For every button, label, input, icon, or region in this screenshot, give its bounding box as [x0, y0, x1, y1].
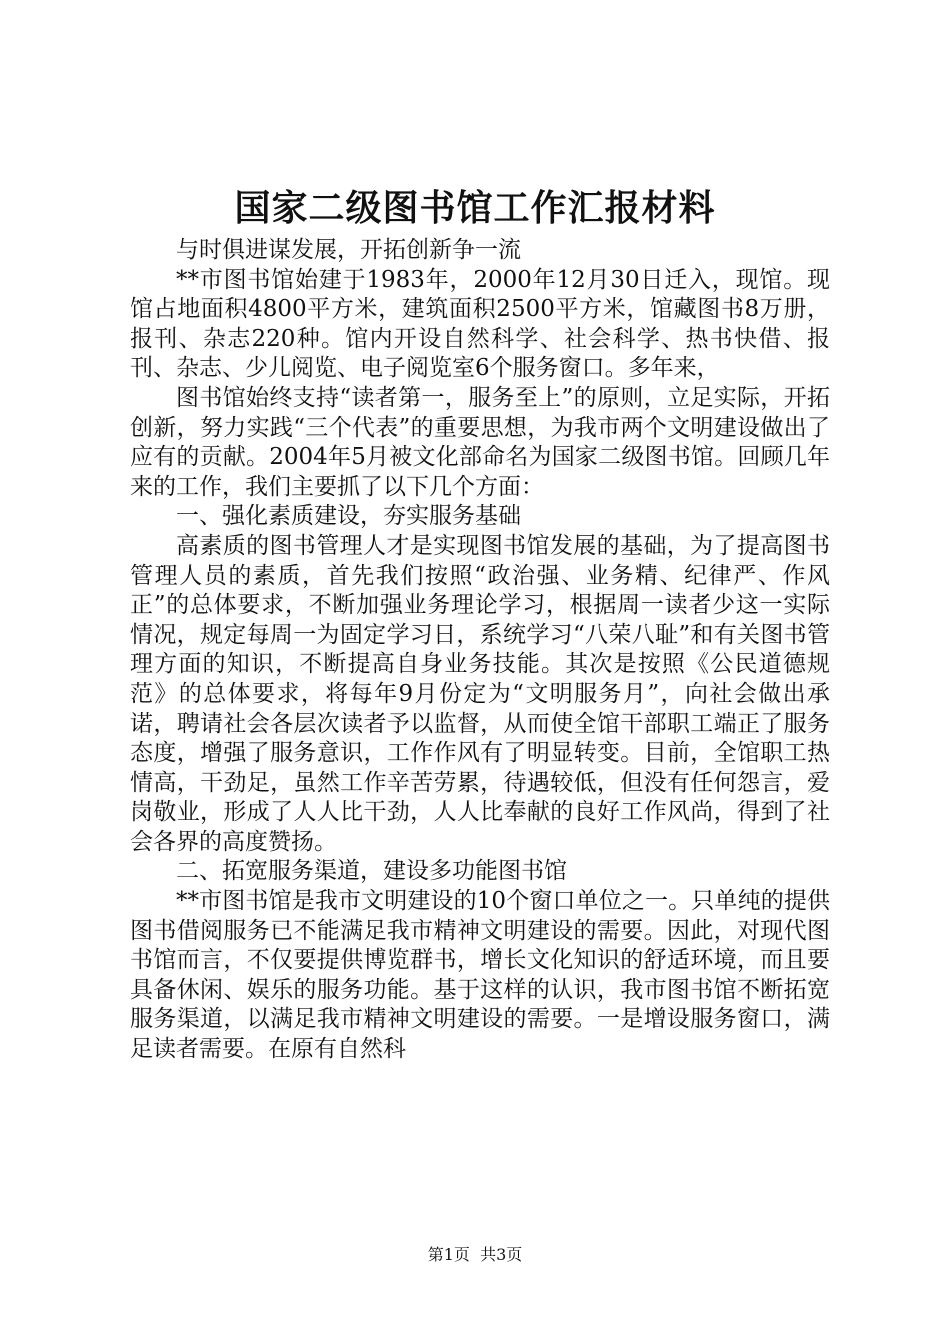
paragraph-services: **市图书馆是我市文明建设的10个窗口单位之一。只单纯的提供图书借阅服务已不能满足我市精神文明建设的需要。因此，对现代图书馆而言，不仅要提供博览群书，增长文化知识的舒适环境，而且要具备休闲、娱乐的服务功能。基于这样的认识，我市图书馆不断拓宽服务渠道，以满足我市精神文明建设的需要。一是增设服务窗口，满足读者需要。在原有自然科 — [130, 888, 830, 1063]
paragraph-principle: 图书馆始终支持“读者第一，服务至上”的原则，立足实际，开拓创新，努力实践“三个代表”的重要思想，为我市两个文明建设做出了应有的贡献。2004年5月被文化部命名为国家二级图书馆。回顾几年来的工作，我们主要抓了以下几个方面： — [130, 384, 830, 500]
paragraph-subtitle: 与时俱进谋发展，开拓创新争一流 — [176, 237, 521, 263]
page-number: 第1页 — [427, 1245, 470, 1264]
paragraph-quality: 高素质的图书管理人才是实现图书馆发展的基础，为了提高图书管理人员的素质，首先我们按照“政治强、业务精、纪律严、作风正”的总体要求，不断加强业务理论学习，根据周一读者少这一实际情况，规定每周一为固定学习日，系统学习“八荣八耻”和有关图书管理方面的知识，不断提高自身业务技能。其次是按照《公民道德规范》的总体要求，将每年9月份定为“文明服务月”，向社会做出承诺，聘请社会各层次读者予以监督，从而使全馆干部职工端正了服务态度，增强了服务意识，工作作风有了明显转变。目前，全馆职工热情高，干劲足，虽然工作辛苦劳累，待遇较低，但没有任何怨言，爱岗敬业，形成了人人比干劲，人人比奉献的良好工作风尚，得到了社会各界的高度赞扬。 — [130, 532, 830, 855]
section-heading-1: 一、强化素质建设，夯实服务基础 — [176, 503, 521, 530]
document-title: 国家二级图书馆工作汇报材料 — [234, 187, 716, 229]
page-footer — [0, 1244, 950, 1266]
paragraph-intro: **市图书馆始建于1983年，2000年12月30日迁入，现馆。现馆占地面积4800平方米，建筑面积2500平方米，馆藏图书8万册，报刊、杂志220种。馆内开设自然科学、社会科学、热书快借、报刊、杂志、少儿阅览、电子阅览室6个服务窗口。多年来， — [130, 266, 830, 382]
page-total: 共3页 — [480, 1245, 523, 1264]
section-heading-2: 二、拓宽服务渠道，建设多功能图书馆 — [176, 858, 567, 885]
document-body — [130, 236, 830, 1065]
